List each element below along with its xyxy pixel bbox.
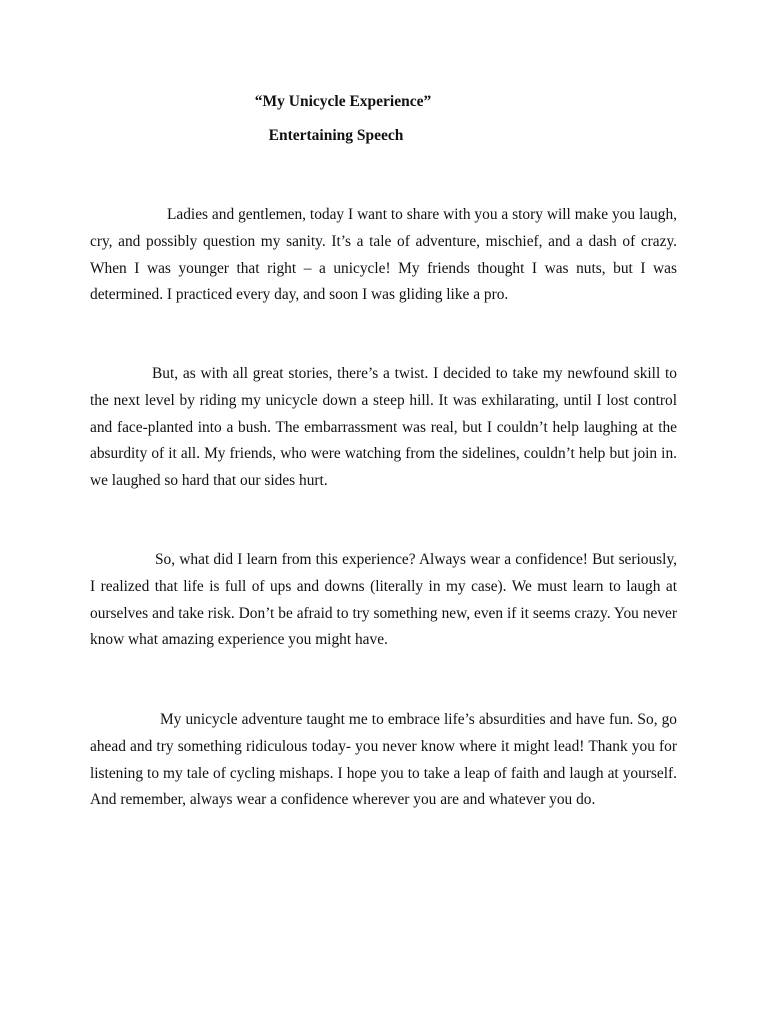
paragraph-4: My unicycle adventure taught me to embrace life’s absurdities and have fun. So, go ahead and try something ridiculous today- you never know where it might lead! Thank you for listening to my tale of cycling mishaps. I hope you to take a leap of faith and laugh at yourself. And remember, always wear a confidence wherever you are and whatever you do. <box>90 711 677 809</box>
paragraph-2: But, as with all great stories, there’s a twist. I decided to take my newfound skill to the next level by riding my unicycle down a steep hill. It was exhilarating, until I lost control and face-planted into a bush. The embarrassment was real, but I couldn’t help laughing at the absurdity of it all. My friends, who were watching from the sidelines, couldn’t help but join in. we laughed so hard that our sides hurt. <box>90 365 677 490</box>
document-subtitle: Entertaining Speech <box>268 127 404 144</box>
document-title: “My Unicycle Experience” <box>254 93 432 110</box>
paragraph-3: So, what did I learn from this experience? Always wear a confidence! But seriously, I realized that life is full of ups and downs (literally in my case). We must learn to laugh at ourselves and take risk. Don’t be afraid to try something new, even if it seems crazy. You never know what amazing experience you might have. <box>90 551 677 649</box>
paragraph-1: Ladies and gentlemen, today I want to share with you a story will make you laugh, cry, and possibly question my sanity. It’s a tale of adventure, mischief, and a dash of crazy. When I was younger that right – a unicycle! My friends thought I was nuts, but I was determined. I practiced every day, and soon I was gliding like a pro. <box>90 206 677 304</box>
